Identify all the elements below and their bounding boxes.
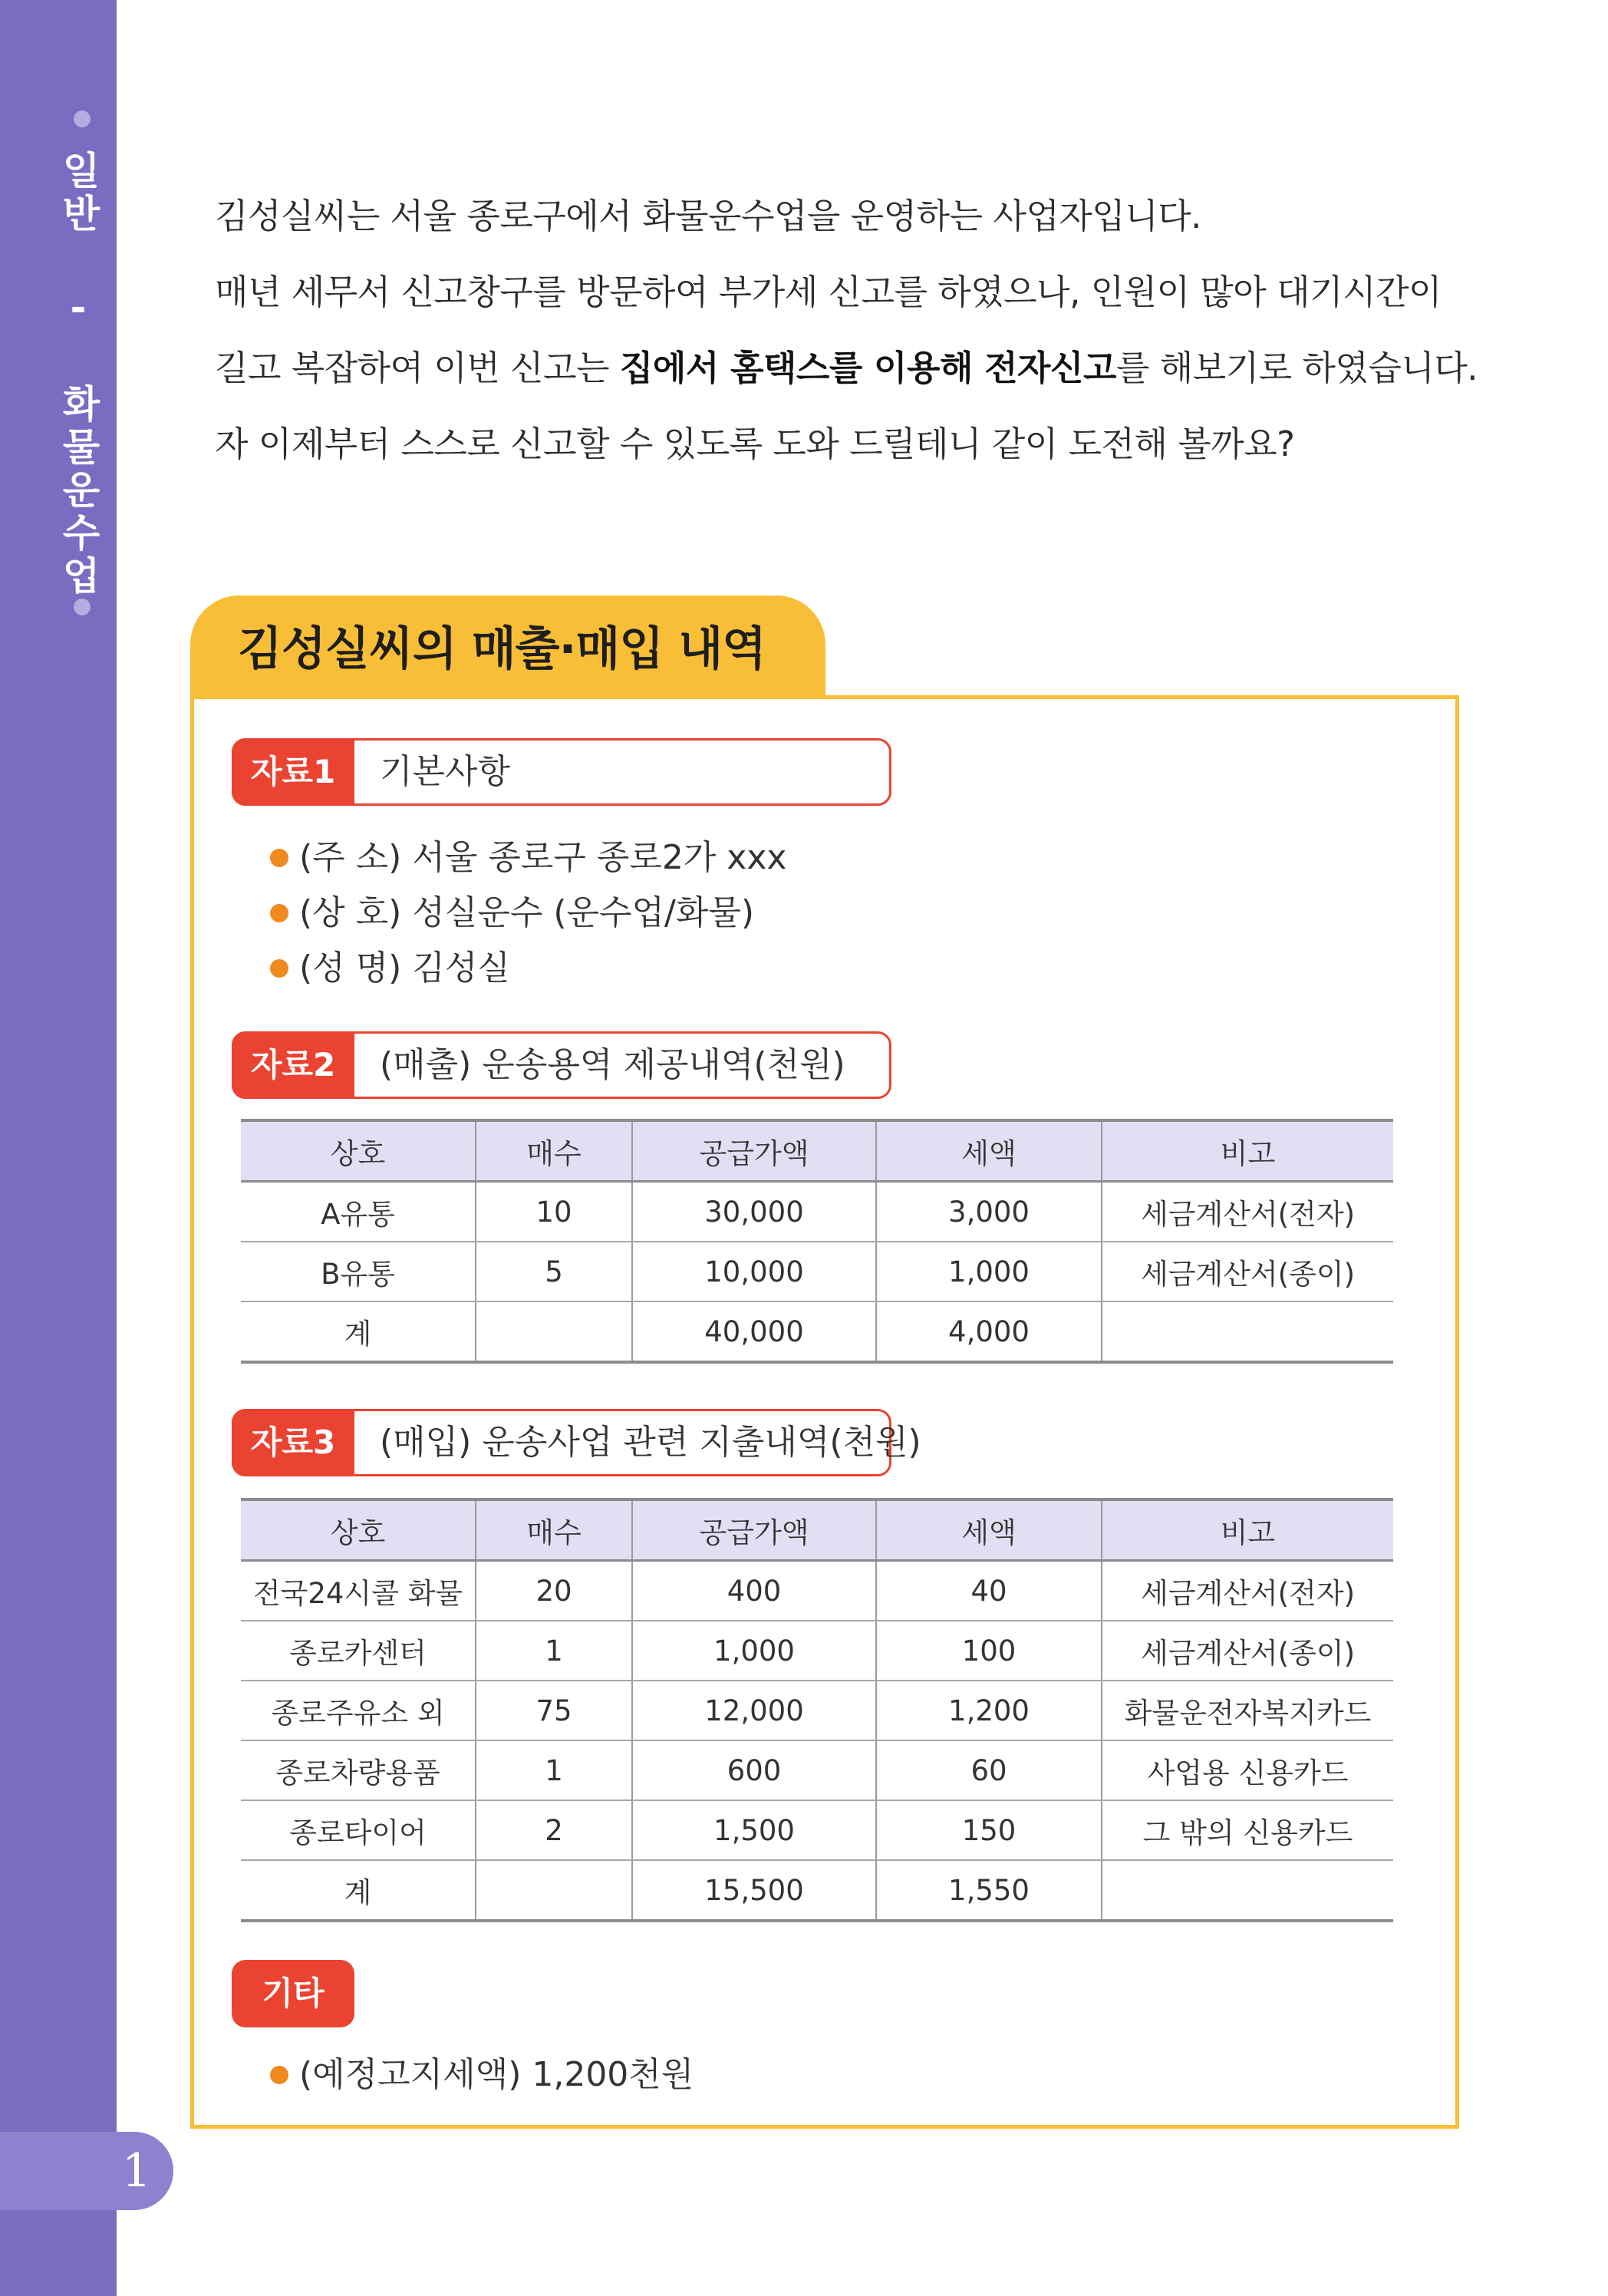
table-row [241, 1561, 1393, 1621]
table-cell: 100 [876, 1621, 1102, 1681]
sidebar-dot-bottom [74, 599, 91, 615]
list-item [270, 830, 786, 886]
purchase-table [241, 1498, 1393, 1922]
intro-paragraph [215, 178, 1534, 482]
data2-badge: 자료2 [232, 1031, 354, 1099]
data3-badge: 자료3 [232, 1409, 354, 1476]
column-header: 공급가액 [632, 1499, 876, 1561]
table-cell [476, 1301, 632, 1362]
table-cell: 10,000 [632, 1242, 876, 1301]
table-row [241, 1740, 1393, 1800]
column-header: 매수 [476, 1120, 632, 1182]
table-cell: 화물운전자복지카드 [1102, 1681, 1393, 1740]
data2-label [232, 1031, 891, 1099]
column-header: 비고 [1102, 1120, 1393, 1182]
table-cell: 5 [476, 1242, 632, 1301]
column-header: 비고 [1102, 1499, 1393, 1561]
table-cell: 세금계산서(종이) [1102, 1621, 1393, 1681]
intro-line: 매년 세무서 신고창구를 방문하여 부가세 신고를 하였으나, 인원이 많아 대기시간이 [215, 272, 1442, 312]
intro-line: 김성실씨는 서울 종로구에서 화물운수업을 운영하는 사업자입니다. [215, 196, 1201, 236]
table-cell: 4,000 [876, 1301, 1102, 1362]
table-cell [1102, 1860, 1393, 1921]
table-cell: 12,000 [632, 1681, 876, 1740]
column-header: 상호 [241, 1499, 476, 1561]
list-item-text: (상 호) 성실운수 (운수업/화물) [299, 893, 754, 932]
table-cell: 세금계산서(전자) [1102, 1561, 1393, 1621]
sidebar-dot-top [74, 111, 91, 127]
table-header-row [241, 1499, 1393, 1561]
other-list [270, 2047, 694, 2103]
table-cell: 그 밖의 신용카드 [1102, 1800, 1393, 1860]
table-cell: 계 [241, 1301, 476, 1362]
table-cell [1102, 1301, 1393, 1362]
table-cell: 40 [876, 1561, 1102, 1621]
table-cell [476, 1860, 632, 1921]
table-cell: 종로주유소 외 [241, 1681, 476, 1740]
bullet-icon [270, 849, 288, 867]
table-cell: 20 [476, 1561, 632, 1621]
bullet-icon [270, 904, 288, 922]
table-cell: 1,000 [876, 1242, 1102, 1301]
data3-title: (매입) 운송사업 관련 지출내역(천원) [380, 1423, 921, 1462]
data1-list [270, 830, 786, 996]
table-cell: 3,000 [876, 1182, 1102, 1242]
table-cell: 15,500 [632, 1860, 876, 1921]
column-header: 매수 [476, 1499, 632, 1561]
table-cell: 세금계산서(종이) [1102, 1242, 1393, 1301]
table-cell: 1 [476, 1740, 632, 1800]
intro-text: 길고 복잡하여 이번 신고는 [215, 348, 620, 388]
data1-badge: 자료1 [232, 738, 354, 806]
table-total-row [241, 1860, 1393, 1921]
intro-line [215, 330, 1534, 406]
table-cell: 1,500 [632, 1800, 876, 1860]
table-cell: 사업용 신용카드 [1102, 1740, 1393, 1800]
sidebar-chapter-title: 일반 - 화물운수업 [56, 150, 100, 599]
table-cell: 종로타이어 [241, 1800, 476, 1860]
table-row [241, 1621, 1393, 1681]
table-cell: 1,000 [632, 1621, 876, 1681]
data1-label [232, 738, 891, 806]
list-item [270, 941, 786, 996]
table-cell: 1,550 [876, 1860, 1102, 1921]
intro-line: 자 이제부터 스스로 신고할 수 있도록 도와 드릴테니 같이 도전해 볼까요? [215, 424, 1295, 464]
list-item-text: (주 소) 서울 종로구 종로2가 xxx [299, 838, 787, 877]
bullet-icon [270, 2066, 288, 2084]
list-item-text: (성 명) 김성실 [299, 948, 510, 988]
table-cell: 1 [476, 1621, 632, 1681]
table-cell: 150 [876, 1800, 1102, 1860]
table-cell: 계 [241, 1860, 476, 1921]
data3-label [232, 1409, 921, 1476]
bullet-icon [270, 959, 288, 978]
table-cell: 종로카센터 [241, 1621, 476, 1681]
table-row [241, 1800, 1393, 1860]
table-cell: B유통 [241, 1242, 476, 1301]
table-cell: 60 [876, 1740, 1102, 1800]
page-number: 1 [121, 2144, 152, 2198]
table-cell: 30,000 [632, 1182, 876, 1242]
table-cell: 종로차량용품 [241, 1740, 476, 1800]
data1-title: 기본사항 [380, 752, 511, 791]
table-row [241, 1681, 1393, 1740]
column-header: 세액 [876, 1120, 1102, 1182]
data2-title: (매출) 운송용역 제공내역(천원) [380, 1045, 845, 1084]
table-cell: 1,200 [876, 1681, 1102, 1740]
sales-table [241, 1119, 1393, 1364]
table-cell: 400 [632, 1561, 876, 1621]
table-cell: 세금계산서(전자) [1102, 1182, 1393, 1242]
intro-text: 를 해보기로 하였습니다. [1115, 348, 1478, 388]
table-cell: 전국24시콜 화물 [241, 1561, 476, 1621]
table-row [241, 1242, 1393, 1301]
table-header-row [241, 1120, 1393, 1182]
table-cell: 600 [632, 1740, 876, 1800]
table-cell: 2 [476, 1800, 632, 1860]
intro-emphasis: 집에서 홈택스를 이용해 전자신고 [619, 348, 1116, 388]
column-header: 상호 [241, 1120, 476, 1182]
list-item [270, 886, 786, 941]
list-item-text: (예정고지세액) 1,200천원 [299, 2055, 694, 2094]
table-cell: 75 [476, 1681, 632, 1740]
other-badge: 기타 [232, 1960, 354, 2027]
table-row [241, 1182, 1393, 1242]
column-header: 공급가액 [632, 1120, 876, 1182]
table-cell: 40,000 [632, 1301, 876, 1362]
list-item [270, 2047, 694, 2103]
table-total-row [241, 1301, 1393, 1362]
section-title: 김성실씨의 매출·매입 내역 [238, 622, 766, 676]
table-cell: 10 [476, 1182, 632, 1242]
table-cell: A유통 [241, 1182, 476, 1242]
column-header: 세액 [876, 1499, 1102, 1561]
